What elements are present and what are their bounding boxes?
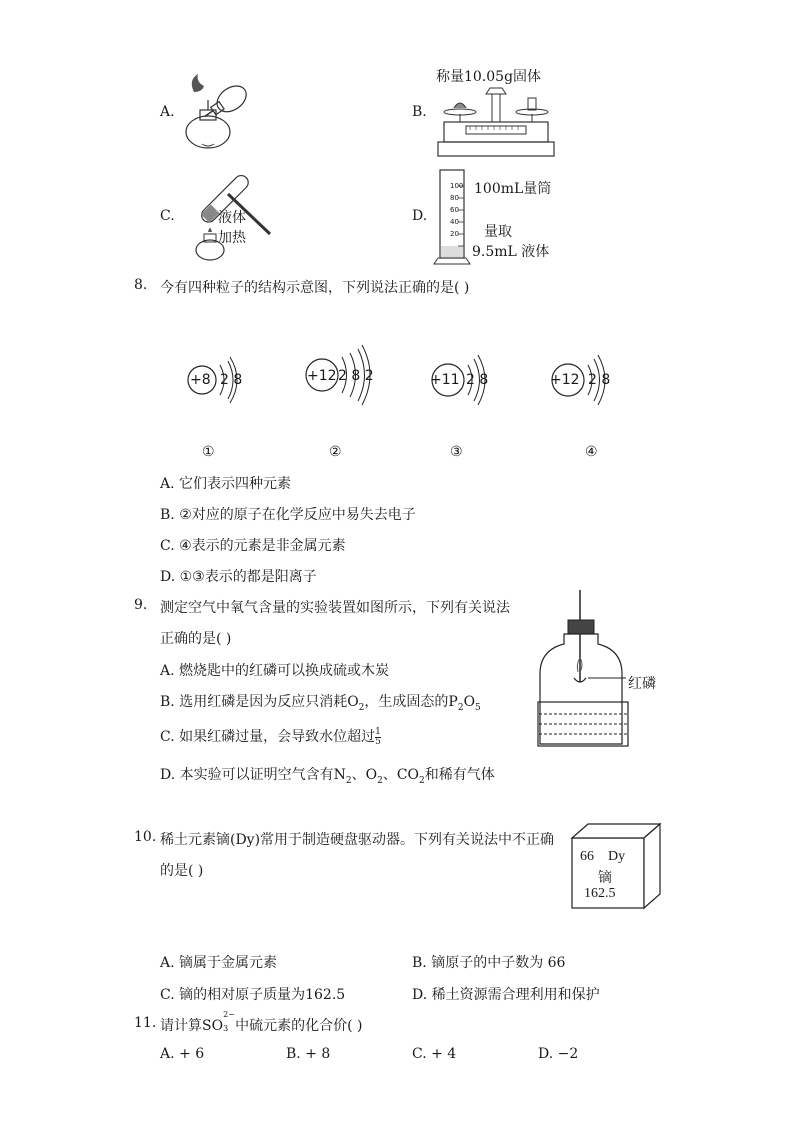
q11-stem [160,1010,363,1035]
q10-option-d[interactable]: D. 稀土资源需合理利用和保护 [412,987,600,1003]
q7-option-c-letter[interactable]: C. [160,208,175,224]
q8-stem: 今有四种粒子的结构示意图，下列说法正确的是( ) [160,280,470,296]
q7-option-c-caption-line1: 液体 [218,210,246,226]
particle-2-mark: ② [329,444,342,460]
q11-stem-subscript: 3 [223,1024,229,1033]
cylinder-tick: 100 [450,182,464,190]
cylinder-tick: 20 [450,230,459,238]
q8-option-b[interactable]: B. ②对应的原子在化学反应中易失去电子 [160,507,416,523]
q9-stem-line1: 测定空气中氧气含量的实验装置如图所示，下列有关说法 [160,600,510,616]
q9-option-b-sub1: 2 [358,702,365,713]
q9-option-d-sub3: 2 [419,775,425,786]
q7-option-d-letter[interactable]: D. [412,208,428,224]
particle-1-shells: 2 8 [220,372,243,388]
q8-option-c[interactable]: C. ④表示的元素是非金属元素 [160,538,346,554]
q11-option-d[interactable]: D. −2 [538,1046,579,1062]
particle-3-shells: 2 8 [466,372,489,388]
q11-number: 11. [134,1015,157,1031]
q10-stem-line2: 的是( ) [160,863,204,879]
q9-option-b-sub2: 2 [457,702,464,713]
q9-option-b-text2: ，生成固态的P [364,694,458,710]
q9-option-c-text: C. 如果红磷过量，会导致水位超过 [160,729,376,745]
q11-option-a[interactable]: A. + 6 [160,1046,205,1062]
q9-option-d-text1: D. 本实验可以证明空气含有N [160,767,346,783]
q7-option-a-letter[interactable]: A. [160,104,175,120]
q9-option-b-sub3: 5 [475,702,481,713]
q7-option-d-caption-line3: 9.5mL 液体 [472,244,550,260]
particle-4-mark: ④ [585,444,598,460]
q9-option-d-text3: 、CO [382,767,420,783]
cylinder-tick: 60 [450,206,459,214]
q9-option-d-sub2: 2 [377,775,383,786]
q9-option-a[interactable]: A. 燃烧匙中的红磷可以换成硫或木炭 [160,663,390,679]
oxygen-measurement-apparatus-image [536,590,636,750]
q11-stem-superscript: 2− [223,1010,235,1019]
q11-stem-text2: 中硫元素的化合价( ) [235,1018,363,1034]
q9-option-b[interactable] [160,691,481,713]
q9-option-c[interactable] [160,726,381,747]
q11-option-b[interactable]: B. + 8 [286,1046,331,1062]
q9-option-c-fraction [375,728,381,747]
q9-option-d-text4: 和稀有气体 [424,767,495,783]
q9-number: 9. [134,597,148,613]
q10-option-b[interactable]: B. 镝原子的中子数为 66 [412,955,566,971]
particle-2-nucleus: +12 [307,368,337,384]
q8-option-a[interactable]: A. 它们表示四种元素 [160,476,292,492]
element-symbol: Dy [608,849,626,864]
balance-scale-image-b [436,86,556,158]
fraction-numerator: 1 [375,726,381,737]
alcohol-lamp-image-a [180,70,260,160]
q9-option-b-text3: O [463,694,476,710]
q10-option-c[interactable]: C. 镝的相对原子质量为162.5 [160,987,346,1003]
q8-number: 8. [134,277,148,293]
q11-stem-text1: 请计算SO [160,1018,224,1034]
q7-option-d-caption-line2: 量取 [484,224,512,240]
q7-option-b-caption: 称量10.05g固体 [436,69,542,85]
q10-stem-line1: 稀土元素镝(Dy)常用于制造硬盘驱动器。下列有关说法中不正确 [160,832,555,848]
element-name: 镝 [598,871,612,886]
q9-option-d-text2: 、O [351,767,378,783]
fraction-denominator: 5 [375,736,381,747]
particle-1-nucleus: +8 [190,372,211,388]
q10-option-a[interactable]: A. 镝属于金属元素 [160,955,278,971]
q7-option-d-caption-line1: 100mL量筒 [474,181,552,197]
particle-3-mark: ③ [450,444,463,460]
cylinder-tick: 80 [450,194,459,202]
q7-option-b-letter[interactable]: B. [412,104,427,120]
particle-3-nucleus: +11 [430,372,460,388]
particle-2-shells: 2 8 2 [338,368,374,384]
q10-number: 10. [134,829,157,845]
particle-4-shells: 2 8 [588,372,611,388]
q9-stem-line2: 正确的是( ) [160,631,232,647]
q8-option-d[interactable]: D. ①③表示的都是阳离子 [160,569,317,585]
q9-option-d[interactable] [160,764,495,786]
element-atomic-number: 66 [580,849,594,864]
q7-option-c-caption-line2: 加热 [218,230,246,246]
q9-option-b-text1: B. 选用红磷是因为反应只消耗O [160,694,359,710]
particle-1-mark: ① [202,444,215,460]
element-mass: 162.5 [584,886,616,901]
particle-4-nucleus: +12 [550,372,580,388]
q9-option-d-sub1: 2 [345,775,352,786]
cylinder-tick: 40 [450,218,459,226]
q9-figure-label: 红磷 [628,676,656,692]
q11-option-c[interactable]: C. + 4 [412,1046,457,1062]
